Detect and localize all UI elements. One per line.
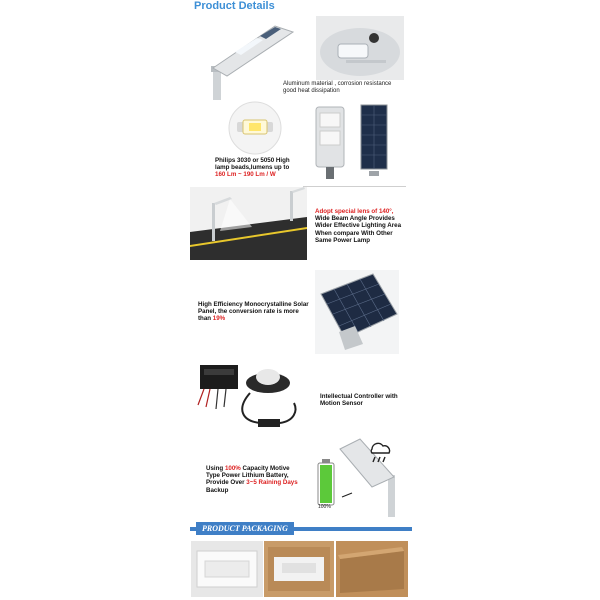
page-title: Product Details xyxy=(194,0,275,12)
packaging-banner xyxy=(190,522,412,535)
aluminum-closeup-image xyxy=(316,16,404,80)
road-lighting-image xyxy=(190,187,307,260)
controller-image xyxy=(190,357,308,435)
led-caption: Philips 3030 or 5050 High lamp beads,lumens up to 160 Lm ~ 190 Lm / W xyxy=(215,157,290,179)
packaging-photo-1 xyxy=(191,541,263,597)
lens-caption: Adopt special lens of 140°, Wide Beam Angle Provides Wider Effective Lighting Area When compare With Other Same Power Lamp xyxy=(315,208,402,244)
aluminum-caption: Aluminum material , corrosion resistance good heat dissipation xyxy=(283,81,392,94)
solar-caption: High Efficiency Monocrystalline Solar Panel, the conversion rate is more than 19% xyxy=(198,301,309,323)
controller-caption: Intellectual Controller with Motion Sensor xyxy=(320,393,398,408)
battery-percent-label: 100% xyxy=(318,504,331,510)
battery-caption: Using 100% Capacity Motive Type Power Lithium Battery, Provide Over 3~5 Raining Days Backup xyxy=(206,465,298,494)
packaging-photo-3 xyxy=(336,541,408,597)
packaging-title: PRODUCT PACKAGING xyxy=(196,522,294,535)
cloud-rain-icon xyxy=(371,443,389,462)
lamp-front-image xyxy=(308,103,353,183)
packaging-photo-2 xyxy=(264,541,334,597)
led-closeup-image xyxy=(225,100,285,156)
solar-back-image xyxy=(357,103,392,179)
solar-panel-image xyxy=(315,270,399,354)
section-divider xyxy=(303,186,406,187)
